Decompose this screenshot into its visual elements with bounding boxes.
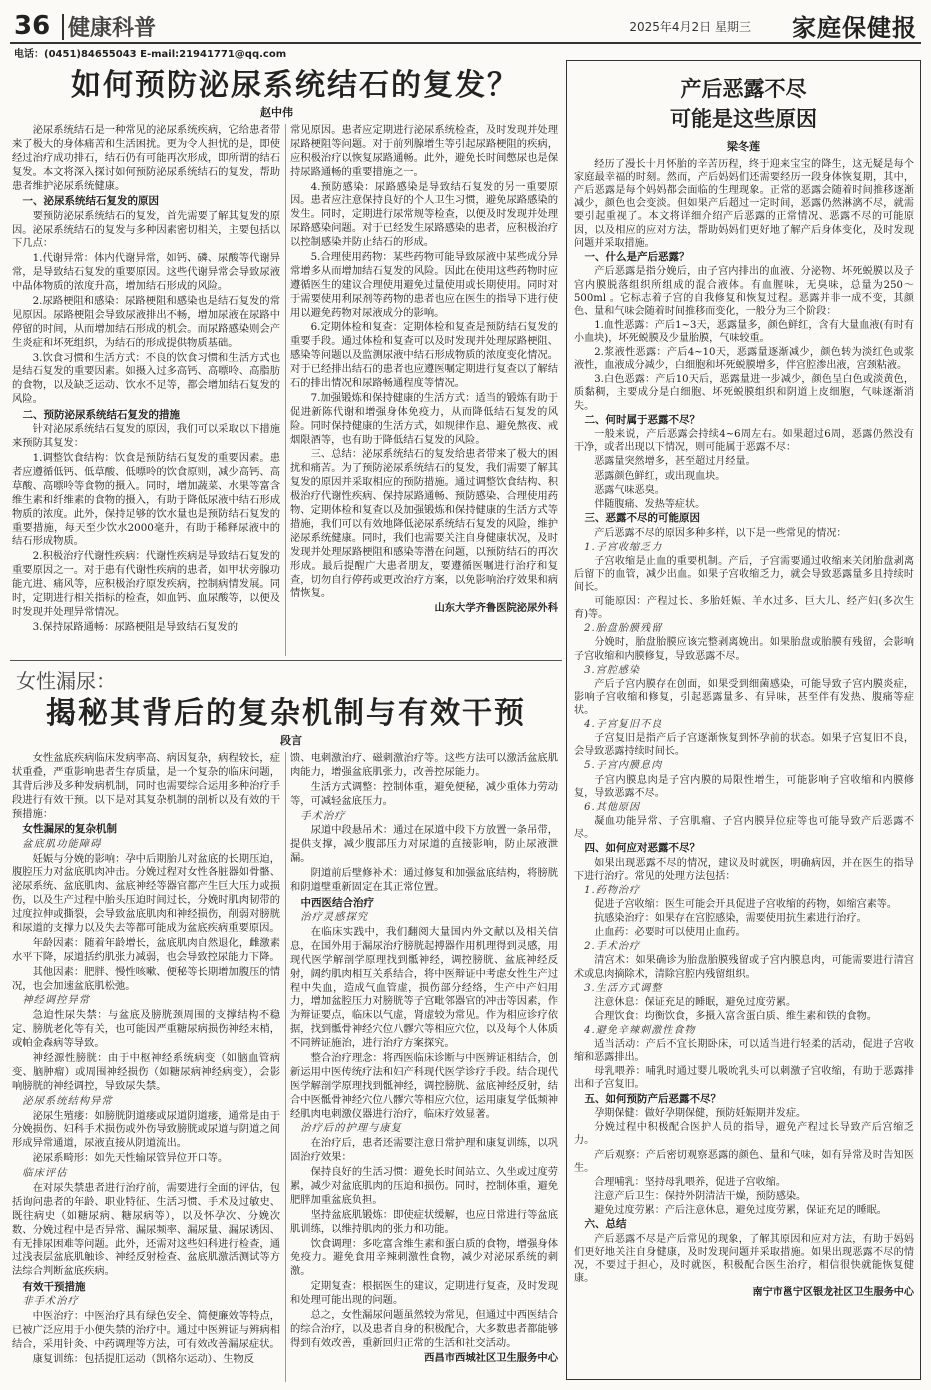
paragraph: 母乳喂养：哺乳时通过婴儿吸吮乳头可以刺激子宫收缩，有助于恶露排出和子宫复旧。 [574,1066,914,1091]
subheading: 盆底肌功能障碍 [22,837,102,850]
section-heading: 二、预防泌尿系统结石复发的措施 [22,409,180,422]
paragraph: 坚持盆底肌锻炼：即使症状缓解，也应日常进行等盆底肌训练，以维持肌肉的张力和功能。 [290,1208,558,1235]
paragraph: 适当活动：产后不宜长期卧床，可以适当进行轻柔的活动，促进子宫收缩和恶露排出。 [574,1039,914,1064]
paragraph: 分娩过程中积极配合医护人员的指导，避免产程过长导致产后宫缩乏力。 [574,1122,914,1147]
paragraph: 止血药：必要时可以使用止血药。 [594,927,746,939]
paragraph: 合理哺乳：坚持母乳喂养，促进子宫收缩。 [594,1176,786,1188]
paragraph: 合理饮食：均衡饮食，多摄入富含蛋白质、维生素和铁的食物。 [594,1010,877,1022]
paragraph: 定期复查：根据医生的建议，定期进行复查，及时发现和处理可能出现的问题。 [290,1280,558,1307]
paragraph: 在临床实践中，我们翻阅大量国内外文献以及相关信息，在国外用于漏尿治疗膀胱起搏器作用机理得到灵感，用现代医学解剖学原理找到骶神经，调控膀胱、盆底神经反射，阔约肌肉相互关系结合，将中医辩证中考虑女性生产过程中失血，造成气血管虚，损伤部分经络，生产中产妇用力，增加盆腔压力对膀胱等子宫毗邻器官的冲击等因素，作为辩证要点，临床以气虚，肾虚较为常见。作为相应诊疗依据，找到骶骨神经穴位八髎穴等相应穴位，以及每个人体质不同辨证施治，进行治疗方案探究。 [290,925,558,1050]
subheading: 手术治疗 [300,809,346,822]
paragraph: 3.保持尿路通畅：尿路梗阻是导致结石复发的 [32,620,239,633]
section-heading: 女性漏尿的复杂机制 [22,823,117,836]
subheading: 3.宫腔感染 [584,664,641,676]
article2-title: 揭秘其背后的复杂机制与有效干预 [46,696,526,731]
subheading: 3.生活方式调整 [584,982,663,994]
paragraph: 2.尿路梗阻和感染：尿路梗阻和感染也是结石复发的常见原因。尿路梗阻会导致尿液排出不畅，增加尿液在尿路中停留的时间，从而增加结石形成的机会。而尿路感染则会产生炎症和坏死组织，为结石的形成提供物质基础。 [12,294,280,349]
paragraph: 康复训练：包括提肛运动（凯格尔运动）、生物反 [32,1352,254,1365]
paragraph: 1.血性恶露：产后1~3天，恶露量多，颜色鲜红，含有大量血液(有时有小血块)，坏死蜕膜及少量胎膜，气味较重。 [574,319,914,344]
paragraph: 7.加强锻炼和保持健康的生活方式：适当的锻炼有助于促进新陈代谢和增强身体免疫力，从而降低结石复发的风险。同时保持健康的生活方式，如规律作息、避免熬夜、戒烟限酒等，也有助于降低结石复发的风险。 [290,391,558,446]
paragraph: 年龄因素：随着年龄增长，盆底肌肉自然退化，雌激素水平下降，尿道括约肌张力减弱，也会导致控尿能力下降。 [12,936,280,963]
paragraph: 一般来说，产后恶露会持续4~6周左右。如果超过6周，恶露仍然没有干净，或者出现以下情况，则可能属于恶露不尽： [574,429,914,454]
section-heading: 有效干预措施 [22,1281,86,1294]
section-heading: 一、什么是产后恶露？ [584,250,690,263]
paragraph: 5.合理使用药物：某些药物可能导致尿液中某些成分异常增多从而增加结石复发的风险。因此在使用这些药物时应遵循医生的建议合理使用避免过量使用或长期使用。同时对于需要使用利尿剂等药物的患者也应在医生的指导下进行使用以避免药物对尿液成分的影响。 [290,251,558,319]
paragraph: 神经源性膀胱：由于中枢神经系统病变（如脑血管病变、脑肿瘤）或周围神经损伤（如糖尿病神经病变），会影响膀胱的神经调控，导致尿失禁。 [12,1051,280,1092]
paragraph: 阴道前后壁修补术：通过修复和加强盆底结构，将膀胱和阴道壁重新固定在其正常位置。 [290,867,558,894]
paragraph: 女性盆底疾病临床发病率高、病因复杂，病程较长，症状重叠，严重影响患者生存质量，是一个复杂的临床问题，其背后涉及多种发病机制，同时也需要综合运用多种治疗手段进行有效干预。以下是对其复杂机制的剖析以及有效的干预措施： [12,752,280,820]
paragraph: 恶露量突然增多，甚至超过月经量。 [594,456,756,468]
paragraph: 生活方式调整：控制体重，避免便秘，减少重体力劳动等，可减轻盆底压力。 [290,780,558,807]
source-credit: 南宁市邕宁区银龙社区卫生服务中心 [752,1287,914,1299]
article2-kicker: 女性漏尿： [16,669,116,693]
paragraph: 3.饮食习惯和生活方式：不良的饮食习惯和生活方式也是结石复发的重要因素。如摄入过多高钙、高嘌呤、高脂肪的食物，以及缺乏运动、饮水不足等，都会增加结石复发的风险。 [12,351,280,406]
paragraph: 泌尿系统结石是一种常见的泌尿系统疾病，它给患者带来了极大的身体痛苦和生活困扰。更为令人担忧的是，即使经过治疗成功排石，结石仍有可能再次形成，即所谓的结石复发。本文将深入探讨如何预防泌尿系统结石的复发，帮助患者维护泌尿系统健康。 [12,124,280,192]
article3-title-line-1: 产后恶露不尽 [680,76,807,101]
paragraph: 子宫内膜息肉是子宫内膜的局限性增生，可能影响子宫收缩和内膜修复，导致恶露不尽。 [574,774,914,799]
paragraph: 产后观察：产后密切观察恶露的颜色、量和气味，如有异常及时告知医生。 [574,1149,914,1174]
paragraph: 抗感染治疗：如果存在宫腔感染，需要使用抗生素进行治疗。 [594,913,867,925]
subheading: 神经调控异常 [22,994,91,1007]
paragraph: 3.白色恶露：产后10天后，恶露量进一步减少，颜色呈白色或淡黄色，质黏稠，主要成分是白细胞、坏死蜕膜组织和阴道上皮细胞，气味逐渐消失。 [574,374,914,412]
paragraph: 如果出现恶露不尽的情况，建议及时就医，明确病因，并在医生的指导下进行治疗。常见的处理方法包括： [574,857,914,882]
paragraph: 泌尿生殖瘘：如膀胱阴道瘘或尿道阴道瘘，通常是由于分娩损伤、妇科手术损伤或外伤导致膀胱或尿道与阴道之间形成异常通道，尿液直接从阴道流出。 [12,1109,280,1150]
article1-title: 如何预防泌尿系统结石的复发？ [71,68,519,103]
paragraph: 中医治疗：中医治疗具有绿色安全、简便廉效等特点，已被广泛应用于小便失禁的治疗中。通过中医辨证与辨病相结合，采用针灸、中药调理等方法，可有效改善漏尿症状。 [12,1310,280,1351]
section-heading: 四、如何应对恶露不尽？ [584,842,700,855]
paragraph: 2.积极治疗代谢性疾病：代谢性疾病是导致结石复发的重要原因之一。对于患有代谢性疾病的患者，如甲状旁腺功能亢进、痛风等，应积极治疗原发疾病，控制病情发展。同时，定期进行相关指标的检查，如血钙、血尿酸等，以便及时发现并处理异常情况。 [12,550,280,618]
paragraph: 凝血功能异常、子宫肌瘤、子宫内膜异位症等也可能导致产后恶露不尽。 [574,815,914,840]
subheading: 临床评估 [22,1167,68,1180]
subheading: 非手术治疗 [22,1295,79,1308]
paragraph: 产后恶露不尽的原因多种多样，以下是一些常见的情况： [594,527,847,539]
article1-column-2 [290,124,558,656]
page-header [10,8,921,44]
paragraph: 避免过度劳累：产后注意休息，避免过度劳累，保证充足的睡眠。 [594,1204,887,1216]
article1-column-1 [12,124,280,656]
paragraph: 三、总结：泌尿系统结石的复发给患者带来了极大的困扰和痛苦。为了预防泌尿系统结石的复发，我们需要了解其复发的原因并采取相应的预防措施。通过调整饮食结构、积极治疗代谢性疾病、保持尿路通畅、预防感染、合理使用药物、定期体检和复查以及加强锻炼和保持健康的生活方式等措施，我们可以有效地降低泌尿系统结石复发的风险，维护泌尿系统健康。同时，我们也需要关注自身健康状况，及时发现并处理尿路梗阻和感染等潜在问题，以预防结石的再次形成。最后提醒广大患者朋友，要遵循医嘱进行治疗和复查，切勿自行停药或更改治疗方案，以免影响治疗效果和病情恢复。 [290,448,558,600]
paragraph: 子宫收缩是止血的重要机制。产后，子宫需要通过收缩来关闭胎盘剥离后留下的血管，减少出血。如果子宫收缩乏力，就会导致恶露量多且持续时间长。 [574,555,914,593]
subheading: 1.药物治疗 [584,884,641,896]
paragraph: 要预防泌尿系统结石的复发，首先需要了解其复发的原因。泌尿系统结石的复发与多种因素密切相关，主要包括以下几点： [12,209,280,250]
article1-author: 赵中伟 [260,106,293,119]
paragraph: 馈、电刺激治疗、磁刺激治疗等。这些方法可以激活盆底肌肉能力，增强盆底肌张力，改善控尿能力。 [290,752,558,778]
page-number: 36 [14,11,51,41]
paragraph: 清宫术：如果确诊为胎盘胎膜残留或子宫内膜息肉，可能需要进行清宫术或息肉摘除术，清除宫腔内残留组织。 [574,955,914,980]
paragraph: 1.代谢异常：体内代谢异常，如钙、磷、尿酸等代谢异常，是导致结石复发的重要原因。这些代谢异常会导致尿液中晶体物质的浓度升高，增加结石形成的风险。 [12,252,280,293]
paragraph: 恶露气味恶臭。 [594,484,665,496]
section-divider [62,14,64,40]
paragraph: 1.调整饮食结构：饮食是预防结石复发的重要因素。患者应遵循低钙、低草酸、低嘌呤的饮食原则，减少高钙、高草酸、高嘌呤等食物的摄入。同时，增加蔬菜、水果等富含维生素和纤维素的食物的摄入，有助于降低尿液中结石形成物质的浓度。此外，保持足够的饮水量也是预防结石复发的重要措施，每天至少饮水2000毫升，有助于稀释尿液中的结石形成物质。 [12,452,280,548]
subheading: 1.子宫收缩乏力 [584,541,663,553]
paragraph: 注意休息：保证充足的睡眠，避免过度劳累。 [594,996,797,1008]
paragraph: 促进子宫收缩：医生可能会开具促进子宫收缩的药物，如缩宫素等。 [594,899,897,911]
subheading: 治疗灵感探究 [300,911,369,924]
column-rule [285,124,286,656]
article-divider [10,660,562,661]
section-title: 健康科普 [68,15,157,41]
paragraph: 保持良好的生活习惯：避免长时间站立、久坐或过度劳累，减少对盆底肌肉的压迫和损伤。同时，控制体重，避免肥胖加重盆底负担。 [290,1166,558,1206]
paragraph: 针对泌尿系统结石复发的原因，我们可以采取以下措施来预防其复发： [12,423,280,450]
subheading: 泌尿系统结构异常 [22,1094,113,1107]
column-rule [285,752,286,1382]
section-heading: 二、何时属于恶露不尽？ [584,413,700,426]
paragraph: 常见原因。患者应定期进行泌尿系统检查，及时发现并处理尿路梗阻等问题。对于前列腺增生等引起尿路梗阻的疾病，应积极治疗以恢复尿路通畅。此外，避免长时间憋尿也是保持尿路通畅的重要措施之一。 [290,124,558,178]
paragraph: 产后恶露是指分娩后，由子宫内排出的血液、分泌物、坏死蜕膜以及子宫内膜脱落组织所组成的混合液体。有血腥味，无臭味，总量为250～500ml 。它标志着子宫的自我修复和恢复过程。恶露并非一成不变，其颜色、量和气味会随着时间推移而变化，一般分为三个阶段： [574,266,914,317]
section-heading: 六、总结 [584,1218,627,1231]
article2-column-2 [290,752,558,1382]
contact-line: 电话：(0451)84655043 E-mail:21941771@qq.com [14,49,287,60]
paragraph: 子宫复旧是指产后子宫逐渐恢复到怀孕前的状态。如果子宫复旧不良，会导致恶露持续时间长。 [574,733,914,758]
subheading: 4.子宫复旧不良 [584,719,663,731]
article3-title [566,74,921,135]
paragraph: 急迫性尿失禁：与盆底及膀胱颈周围的支撑结构不稳定、膀胱老化等有关，也可能因严重糖尿病损伤神经末梢，或帕金森病等导致。 [12,1009,280,1050]
section-heading: 中西医结合治疗 [300,896,374,909]
paragraph: 伴随腹痛、发热等症状。 [594,498,706,510]
paragraph: 尿道中段悬吊术：通过在尿道中段下方放置一条吊带，提供支撑，减少腹部压力对尿道的直接影响，防止尿液泄漏。 [290,824,558,865]
article3-body [574,158,914,1376]
paragraph: 泌尿系畸形：如先天性输尿管异位开口等。 [32,1152,229,1165]
paragraph: 在治疗后，患者还需要注意日常护理和康复训练，以巩固治疗效果： [290,1137,558,1164]
section-heading: 五、如何预防产后恶露不尽？ [584,1092,721,1105]
paragraph: 分娩时，胎盘胎膜应该完整剥离娩出。如果胎盘或胎膜有残留，会影响子宫收缩和内膜修复，导致恶露不尽。 [574,637,914,662]
subheading: 2.手术治疗 [584,941,641,953]
issue-date: 2025年4月2日 星期三 [629,20,751,34]
paragraph: 可能原因：产程过长、多胎妊娠、羊水过多、巨大儿、经产妇(多次生育)等。 [574,596,914,621]
subheading: 6.其他原因 [584,801,641,813]
paragraph: 恶露颜色鲜红，或出现血块。 [594,470,726,482]
paragraph: 注意产后卫生：保持外阴清洁干燥，预防感染。 [594,1190,807,1202]
section-heading: 三、恶露不尽的可能原因 [584,511,700,524]
paragraph: 孕期保健：做好孕期保健，预防妊娠期并发症。 [594,1108,807,1120]
subheading: 2.胎盘胎膜残留 [584,623,663,635]
paragraph: 经历了漫长十月怀胎的辛苦历程，终于迎来宝宝的降生，这无疑是每个家庭最幸福的时刻。然而，产后妈妈们还需要经历一段身体恢复期，其中，产后恶露是每个妈妈都会面临的生理现象。正常的恶露会随着时间推移逐渐减少，颜色也会变淡。但如果产后超过一定时间，恶露仍然淋漓不尽，就需要引起重视了。本文将详细介绍产后恶露的正常情况、恶露不尽的可能原因，以及相应的应对方法，帮助妈妈们更好地了解产后身体变化，及时发现问题并采取措施。 [574,159,914,249]
paragraph: 其他因素：肥胖、慢性咳嗽、便秘等长期增加腹压的情况，也会加速盆底肌松弛。 [12,965,280,992]
newspaper-name: 家庭保健报 [792,13,917,42]
paragraph: 2.浆液性恶露：产后4~10天，恶露量逐渐减少，颜色转为淡红色或浆液性，血液成分减少，白细胞和坏死蜕膜增多，伴宫腔渗出液，宫颈粘液。 [574,347,914,372]
paragraph: 6.定期体检和复查：定期体检和复查是预防结石复发的重要手段。通过体检和复查可以及时发现并处理尿路梗阻、感染等问题以及监测尿液中结石形成物质的浓度变化情况。对于已经排出结石的患者也应遵医嘱定期进行复查以了解结石的排出情况和尿路畅通程度等情况。 [290,321,558,390]
article2-author: 段言 [280,734,302,747]
subheading: 4.避免辛辣刺激性食物 [584,1025,696,1037]
paragraph: 在对尿失禁患者进行治疗前，需要进行全面的评估，包括询问患者的年龄、职业特征、生活习惯、手术及过敏史、既往病史（如糖尿病、糖尿病等），以及怀孕次、分娩次数、分娩过程中是否异常、漏尿频率、漏尿量、漏尿诱因、有无排尿困难等问题。此外，还需对这些妇科进行检查，通过浅表层盆底肌触诊、神经反射检查、盆底肌激活测试等方法综合判断盆底疾病。 [12,1182,280,1278]
paragraph: 饮食调理：多吃富含维生素和蛋白质的食物，增强身体免疫力。避免食用辛辣刺激性食物，减少对泌尿系统的刺激。 [290,1237,558,1278]
article2-column-1 [12,752,280,1382]
article3-author: 梁冬莲 [727,140,760,153]
paragraph: 产后子宫内膜存在创面，如果受到细菌感染，可能导致子宫内膜炎症，影响子宫收缩和修复，引起恶露量多、有异味，甚至伴有发热、腹痛等症状。 [574,678,914,716]
section-heading: 一、泌尿系统结石复发的原因 [22,195,159,208]
paragraph: 产后恶露不尽是产后常见的现象，了解其原因和应对方法，有助于妈妈们更好地关注自身健康，及时发现问题并采取措施。如果出现恶露不尽的情况，不要过于担心，及时就医，积极配合医生治疗，相信很快就能恢复健康。 [574,1233,914,1285]
paragraph: 4.预防感染：尿路感染是导致结石复发的另一重要原因。患者应注意保持良好的个人卫生习惯，避免尿路感染的发生。同时，定期进行尿常规等检查，以便及时发现并处理尿路感染问题。对于已经发生尿路感染的患者，应积极治疗以控制感染并防止结石的形成。 [290,180,558,249]
paragraph: 妊娠与分娩的影响：孕中后期胎儿对盆底的长期压迫，腹腔压力对盆底肌肉冲击。分娩过程对女性各脏器如骨骼、泌尿系统、盆底肌肉、盆底神经等器官都产生巨大压力或损伤，以及生产过程中胎头压迫时间过长，分娩时肌肉韧带的过度拉伸或撕裂，会导致盆底肌肉和神经损伤，削弱对膀胱和尿道的支撑力以及失去等都可能成为盆底疾病重要原因。 [12,852,280,934]
paragraph: 整合治疗理念：将西医临床诊断与中医辨证相结合，创新运用中医传统疗法和妇产科现代医学诊疗手段。结合现代医学解剖学原理找到骶神经，调控膀胱、盆底神经反射，结合中医骶骨神经穴位八髎穴等相应穴位，运用康复学低频神经肌肉电刺激仪器进行治疗，临床疗效显著。 [290,1051,558,1120]
article3-title-line-2: 可能是这些原因 [670,106,817,132]
subheading: 5.子宫内膜息肉 [584,760,663,772]
source-credit: 西昌市西城社区卫生服务中心 [424,1351,558,1364]
source-credit: 山东大学齐鲁医院泌尿外科 [434,602,558,615]
subheading: 治疗后的护理与康复 [300,1122,402,1135]
paragraph: 总之，女性漏尿问题虽然较为常见，但通过中西医结合的综合治疗，以及患者自身的积极配合，大多数患者都能够得到有效改善，重新回归正常的生活和社交活动。 [290,1309,558,1349]
